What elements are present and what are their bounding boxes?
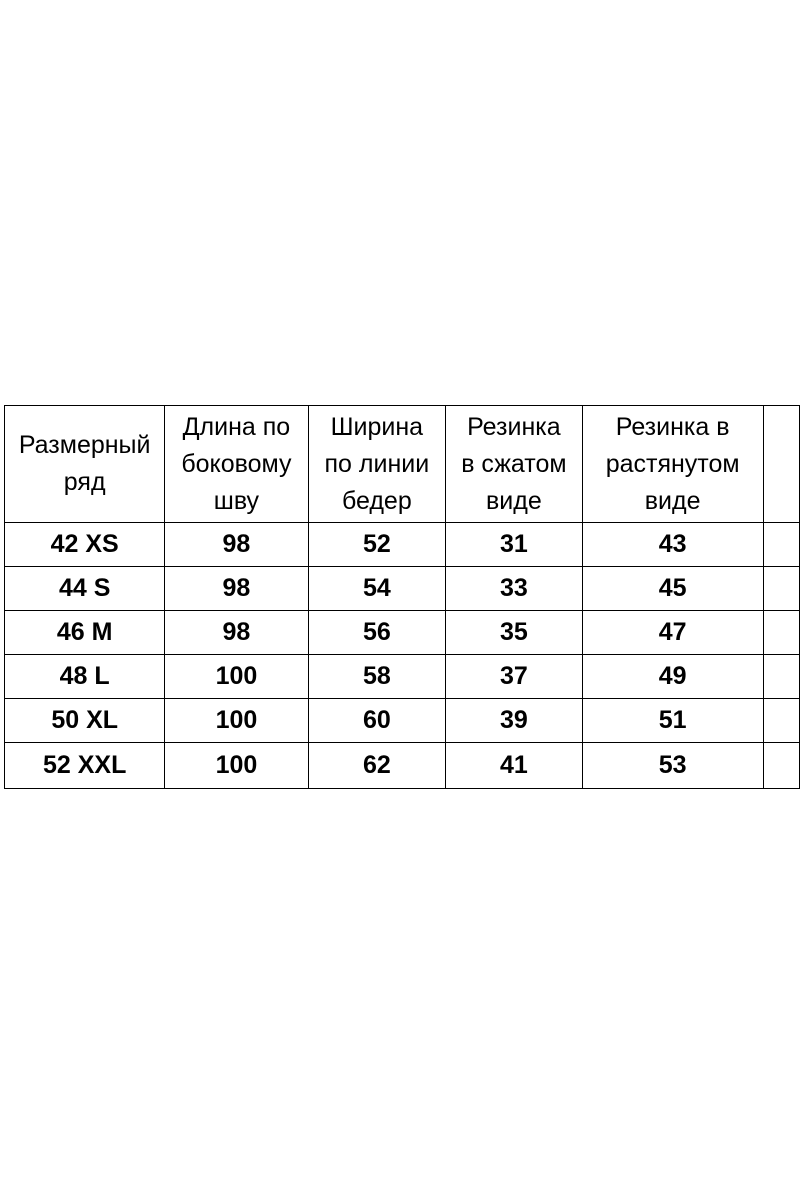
- table-row: [5, 699, 800, 743]
- cell-length: 98: [165, 523, 308, 567]
- cell-elastic-stretched: 47: [582, 611, 763, 655]
- table-header-row: [5, 406, 800, 523]
- cell-cut-off: [763, 523, 799, 567]
- cell-size: 52 XXL: [5, 743, 165, 789]
- table-row: [5, 523, 800, 567]
- table-row: [5, 611, 800, 655]
- cell-cut-off: [763, 699, 799, 743]
- cell-cut-off: [763, 567, 799, 611]
- cell-size: 50 XL: [5, 699, 165, 743]
- cell-length: 98: [165, 611, 308, 655]
- cell-hip-width: 58: [308, 655, 446, 699]
- cell-size: 42 XS: [5, 523, 165, 567]
- cell-length: 100: [165, 699, 308, 743]
- cell-size: 46 M: [5, 611, 165, 655]
- cell-elastic-stretched: 53: [582, 743, 763, 789]
- cell-elastic-relaxed: 35: [446, 611, 582, 655]
- cell-length: 100: [165, 743, 308, 789]
- size-chart: [0, 405, 800, 792]
- header-side-seam-length: Длина по боковому шву: [165, 406, 308, 523]
- cell-length: 98: [165, 567, 308, 611]
- cell-hip-width: 62: [308, 743, 446, 789]
- cell-hip-width: 52: [308, 523, 446, 567]
- cell-size: 44 S: [5, 567, 165, 611]
- cell-size: 48 L: [5, 655, 165, 699]
- cell-length: 100: [165, 655, 308, 699]
- cell-elastic-stretched: 49: [582, 655, 763, 699]
- cell-elastic-relaxed: 31: [446, 523, 582, 567]
- header-hip-width: Ширина по линии бедер: [308, 406, 446, 523]
- header-size-range: Размерный ряд: [5, 406, 165, 523]
- cell-elastic-relaxed: 41: [446, 743, 582, 789]
- cell-elastic-stretched: 43: [582, 523, 763, 567]
- cell-elastic-relaxed: 37: [446, 655, 582, 699]
- cell-hip-width: 56: [308, 611, 446, 655]
- cell-elastic-stretched: 51: [582, 699, 763, 743]
- cell-cut-off: [763, 611, 799, 655]
- table-row: [5, 743, 800, 789]
- cell-elastic-relaxed: 39: [446, 699, 582, 743]
- table-row: [5, 655, 800, 699]
- cell-cut-off: [763, 655, 799, 699]
- cell-elastic-relaxed: 33: [446, 567, 582, 611]
- cell-hip-width: 54: [308, 567, 446, 611]
- table-row: [5, 567, 800, 611]
- size-table: [4, 405, 800, 789]
- header-elastic-relaxed: Резинка в сжатом виде: [446, 406, 582, 523]
- cell-elastic-stretched: 45: [582, 567, 763, 611]
- header-cut-off-column: [763, 406, 799, 523]
- cell-hip-width: 60: [308, 699, 446, 743]
- cell-cut-off: [763, 743, 799, 789]
- header-elastic-stretched: Резинка в растянутом виде: [582, 406, 763, 523]
